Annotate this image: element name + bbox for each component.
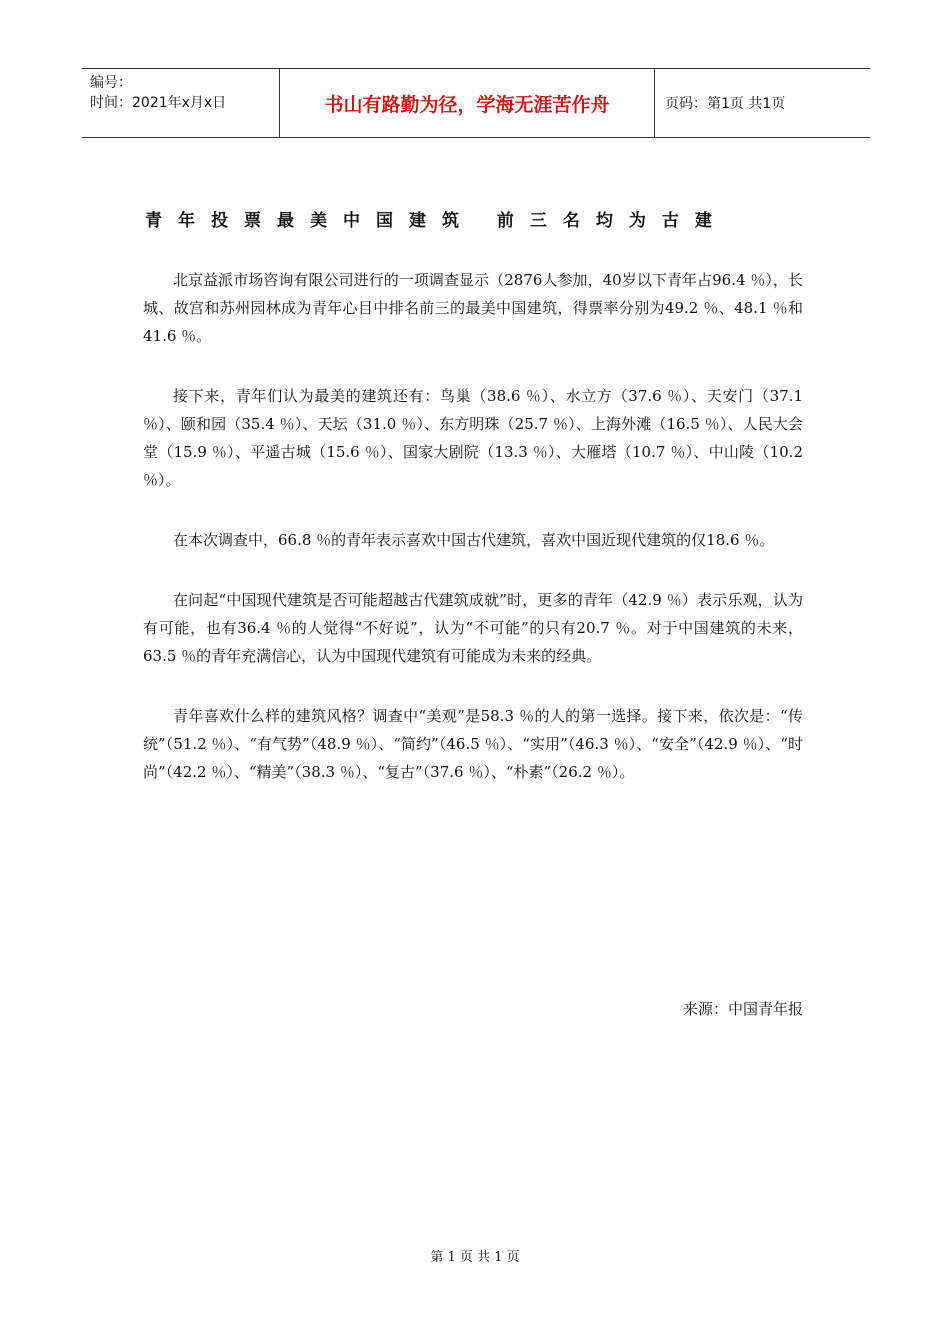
- article-title: 青年投票最美中国建筑 前三名均为古建: [145, 211, 728, 231]
- page-footer: 第 1 页 共 1 页: [430, 1250, 520, 1265]
- paragraph-1: 北京益派市场咨询有限公司进行的一项调查显示（2876人参加，40岁以下青年占96.4 ％），长城、故宫和苏州园林成为青年心目中排名前三的最美中国建筑，得票率分别为49.2 ％、48.1 ％和41.6 ％。: [143, 271, 803, 345]
- paragraph-4: 在问起“中国现代建筑是否可能超越古代建筑成就”时，更多的青年（42.9 ％）表示乐观，认为有可能，也有36.4 ％的人觉得“不好说”，认为“不可能”的只有20.7 ％。对于中国建筑的未来，63.5 ％的青年充满信心，认为中国现代建筑有可能成为未来的经典。: [143, 591, 803, 665]
- header-page-info: 页码：第1页 共1页: [665, 96, 786, 112]
- number-label: 编号：: [90, 75, 132, 91]
- header-meta: [82, 69, 280, 137]
- article-body: [143, 266, 803, 818]
- header-motto: 书山有路勤为径，学海无涯苦作舟: [280, 69, 655, 137]
- time-label: 时间：2021年x月x日: [90, 95, 227, 111]
- paragraph-2: 接下来，青年们认为最美的建筑还有：鸟巢（38.6 ％）、水立方（37.6 ％）、天安门（37.1 ％）、颐和园（35.4 ％）、天坛（31.0 ％）、东方明珠（25.7 ％）、上海外滩（16.5 ％）、人民大会堂（15.9 ％）、平遥古城（15.6 ％）、国家大剧院（13.3 ％）、大雁塔（10.7 ％）、中山陵（10.2 ％）。: [143, 387, 803, 489]
- document-header: [82, 68, 870, 138]
- article-source: 来源：中国青年报: [682, 1000, 803, 1018]
- paragraph-5: 青年喜欢什么样的建筑风格？调查中“美观”是58.3 ％的人的第一选择。接下来，依次是：“传统”（51.2 ％）、“有气势”（48.9 ％）、“简约”（46.5 ％）、“实用”（46.3 ％）、“安全”（42.9 ％）、“时尚”（42.2 ％）、“精美”（38.3 ％）、“复古”（37.6 ％）、“朴素”（26.2 ％）。: [143, 707, 803, 781]
- paragraph-3: 在本次调查中，66.8 ％的青年表示喜欢中国古代建筑，喜欢中国近现代建筑的仅18.6 ％。: [173, 531, 775, 549]
